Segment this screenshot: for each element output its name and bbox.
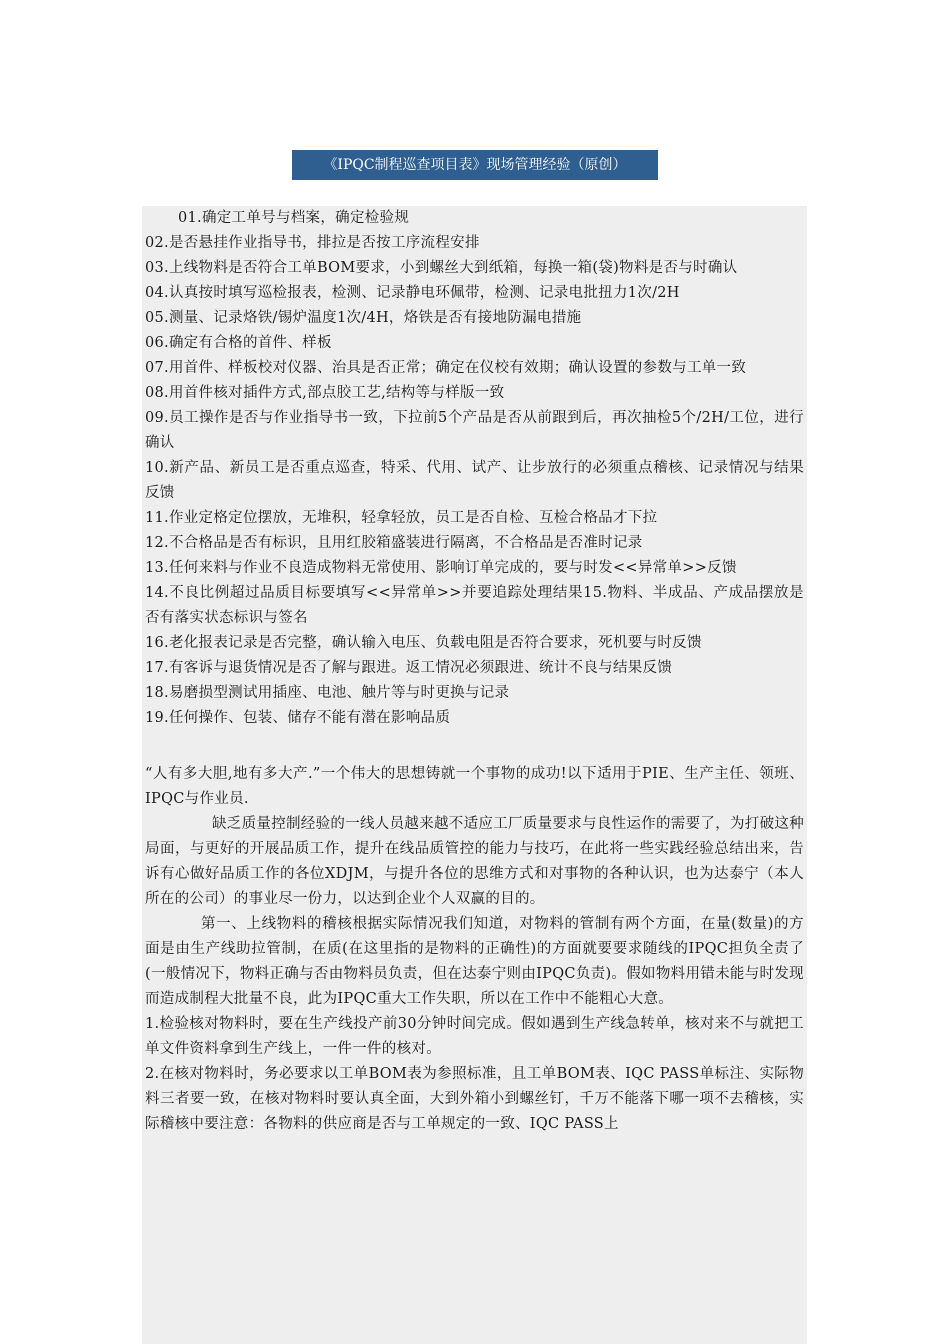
quote-paragraph: “人有多大胆,地有多大产.”一个伟大的思想铸就一个事物的成功!以下适用于PIE、生产主任、领班、IPQC与作业员.	[145, 766, 804, 807]
section-gap	[145, 731, 804, 762]
checklist-item: 14.不良比例超过品质目标要填写<<异常单>>并要追踪处理结果15.物料、半成品、产成品摆放是否有落实状态标识与签名	[145, 585, 804, 626]
checklist-item: 07.用首件、样板校对仪器、治具是否正常；确定在仪校有效期；确认设置的参数与工单一致	[145, 360, 747, 376]
item-two-paragraph: 2.在核对物料时，务必要求以工单BOM表为参照标准，且工单BOM表、IQC PASS单标注、实际物料三者要一致，在核对物料时要认真全面，大到外箱小到螺丝钉，千万不能落下哪一项不去稽核，实际稽核中要注意：各物料的供应商是否与工单规定的一致、IQC PASS上	[145, 1066, 804, 1132]
checklist-item: 06.确定有合格的首件、样板	[145, 335, 332, 351]
checklist	[145, 206, 804, 731]
checklist-item: 13.任何来料与作业不良造成物料无常使用、影响订单完成的，要与时发<<异常单>>反馈	[145, 560, 737, 576]
checklist-item: 18.易磨损型测试用插座、电池、触片等与时更换与记录	[145, 685, 510, 701]
page-title: 《IPQC制程巡查项目表》现场管理经验（原创）	[292, 150, 658, 180]
checklist-item: 01.确定工单号与档案，确定检验规	[178, 210, 410, 226]
checklist-item: 08.用首件核对插件方式,部点胶工艺,结构等与样版一致	[145, 385, 505, 401]
checklist-item: 11.作业定格定位摆放，无堆积，轻拿轻放，员工是否自检、互检合格品才下拉	[145, 510, 658, 526]
section-one-paragraph: 第一、上线物料的稽核根据实际情况我们知道，对物料的管制有两个方面，在量(数量)的方面是由生产线助拉管制，在质(在这里指的是物料的正确性)的方面就要要求随线的IPQC担负全责了(一般情况下，物料正确与否由物料员负责，但在达泰宁则由IPQC负责)。假如物料用错未能与时发现而造成制程大批量不良，此为IPQC重大工作失职，所以在工作中不能粗心大意。	[145, 916, 804, 1007]
checklist-item: 04.认真按时填写巡检报表，检测、记录静电环佩带，检测、记录电批扭力1次/2H	[145, 285, 680, 301]
checklist-item: 09.员工操作是否与作业指导书一致，下拉前5个产品是否从前跟到后，再次抽检5个/2H/工位，进行确认	[145, 410, 804, 451]
checklist-item: 16.老化报表记录是否完整，确认输入电压、负载电阻是否符合要求，死机要与时反馈	[145, 635, 702, 651]
checklist-item: 05.测量、记录烙铁/锡炉温度1次/4H，烙铁是否有接地防漏电措施	[145, 310, 582, 326]
checklist-item: 10.新产品、新员工是否重点巡查，特采、代用、试产、让步放行的必须重点稽核、记录情况与结果反馈	[145, 460, 804, 501]
checklist-item: 12.不合格品是否有标识，且用红胶箱盛装进行隔离，不合格品是否准时记录	[145, 535, 643, 551]
document-body	[142, 206, 807, 1344]
checklist-item: 03.上线物料是否符合工单BOM要求，小到螺丝大到纸箱，每换一箱(袋)物料是否与时确认	[145, 260, 738, 276]
intro-paragraph: 缺乏质量控制经验的一线人员越来越不适应工厂质量要求与良性运作的需要了，为打破这种局面，与更好的开展品质工作，提升在线品质管控的能力与技巧，在此将一些实践经验总结出来，告诉有心做好品质工作的各位XDJM，与提升各位的思维方式和对事物的各种认识，也为达泰宁（本人所在的公司）的事业尽一份力，以达到企业个人双赢的目的。	[145, 816, 804, 907]
item-one-paragraph: 1.检验核对物料时，要在生产线投产前30分钟时间完成。假如遇到生产线急转单，核对来不与就把工单文件资料拿到生产线上，一件一件的核对。	[145, 1016, 804, 1057]
checklist-item: 19.任何操作、包装、储存不能有潜在影响品质	[145, 710, 451, 726]
checklist-item: 17.有客诉与退货情况是否了解与跟进。返工情况必须跟进、统计不良与结果反馈	[145, 660, 673, 676]
checklist-item: 02.是否悬挂作业指导书，排拉是否按工序流程安排	[145, 235, 480, 251]
